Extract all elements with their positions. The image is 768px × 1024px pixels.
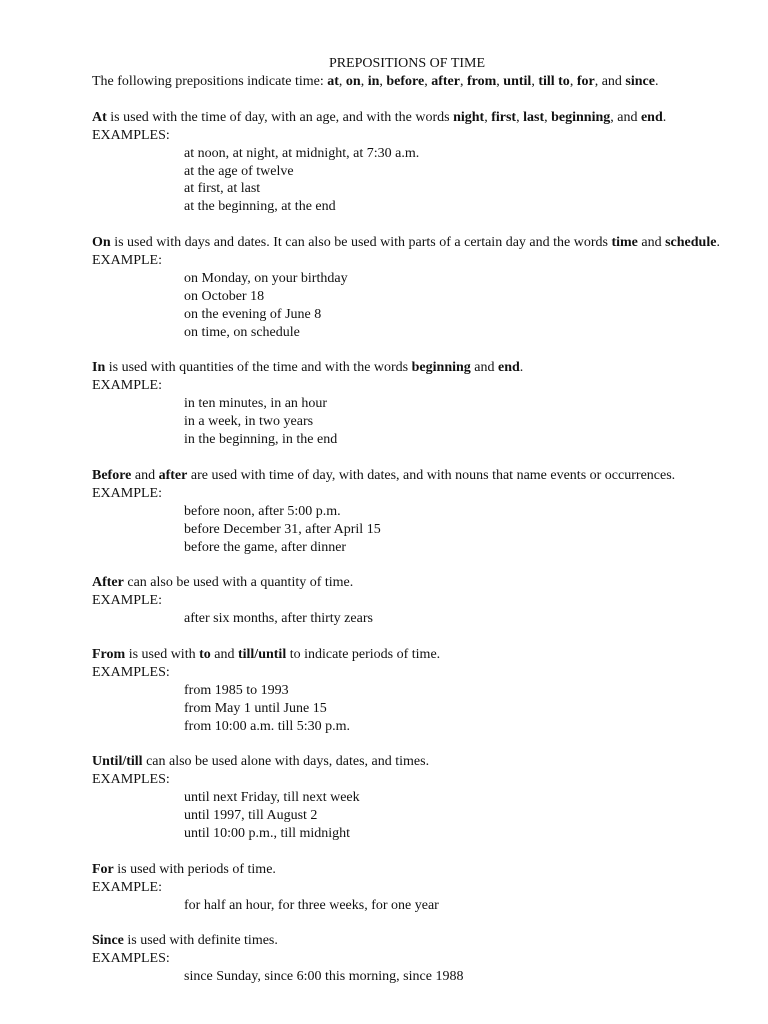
intro-lead: The following prepositions indicate time: bbox=[92, 74, 328, 89]
section-term: For bbox=[92, 861, 114, 877]
section-at-description: At is used with the time of day, with an age, and with the words night, first, last, beginning, and end. bbox=[92, 109, 667, 125]
examples-label: EXAMPLE: bbox=[92, 485, 162, 501]
examples-label: EXAMPLES: bbox=[92, 772, 170, 788]
example-line: after six months, after thirty zears bbox=[184, 611, 373, 627]
example-line: before the game, after dinner bbox=[184, 539, 347, 555]
example-line: at the age of twelve bbox=[184, 163, 294, 179]
example-line: until 10:00 p.m., till midnight bbox=[184, 825, 351, 841]
section-on-description: On is used with days and dates. It can also be used with parts of a certain day and the words time and schedule. bbox=[92, 235, 720, 251]
examples-label: EXAMPLE: bbox=[92, 593, 162, 609]
example-line: before noon, after 5:00 p.m. bbox=[184, 503, 341, 519]
example-line: in ten minutes, in an hour bbox=[184, 396, 328, 412]
section-term: After bbox=[92, 575, 124, 591]
example-line: since Sunday, since 6:00 this morning, since 1988 bbox=[184, 969, 464, 985]
example-line: at noon, at night, at midnight, at 7:30 a.m. bbox=[184, 145, 420, 161]
intro-word: at bbox=[327, 74, 339, 89]
example-line: in the beginning, in the end bbox=[184, 432, 338, 448]
examples-label: EXAMPLES: bbox=[92, 664, 170, 680]
example-line: at the beginning, at the end bbox=[184, 199, 336, 215]
section-from-description: From is used with to and till/until to indicate periods of time. bbox=[92, 646, 441, 662]
section-term: Before bbox=[92, 467, 132, 483]
example-line: from 1985 to 1993 bbox=[184, 682, 289, 698]
intro-word: from bbox=[467, 74, 497, 89]
example-line: until next Friday, till next week bbox=[184, 790, 360, 806]
page-title: PREPOSITIONS OF TIME bbox=[328, 56, 486, 71]
intro-word: till to bbox=[538, 74, 570, 89]
intro-word: until bbox=[503, 74, 532, 89]
section-term: Until/till bbox=[92, 754, 143, 770]
intro-word: for bbox=[576, 74, 595, 89]
section-since-description: Since is used with definite times. bbox=[92, 933, 278, 949]
example-line: until 1997, till August 2 bbox=[184, 808, 318, 824]
section-term: From bbox=[92, 646, 126, 662]
example-line: before December 31, after April 15 bbox=[184, 521, 381, 537]
section-after-description: After can also be used with a quantity of time. bbox=[92, 575, 354, 591]
intro-word: after bbox=[431, 74, 460, 89]
example-line: for half an hour, for three weeks, for one year bbox=[184, 897, 439, 913]
section-term: after bbox=[158, 467, 188, 483]
examples-label: EXAMPLE: bbox=[92, 378, 162, 394]
document-page bbox=[92, 55, 732, 986]
example-line: on time, on schedule bbox=[184, 324, 300, 340]
section-term: In bbox=[92, 360, 106, 376]
section-in-description: In is used with quantities of the time and with the words beginning and end. bbox=[92, 360, 524, 376]
section-for-description: For is used with periods of time. bbox=[92, 861, 276, 877]
example-line: on October 18 bbox=[184, 288, 265, 304]
example-line: on Monday, on your birthday bbox=[184, 270, 348, 286]
section-term: Since bbox=[92, 933, 124, 949]
examples-label: EXAMPLES: bbox=[92, 127, 170, 143]
examples-label: EXAMPLES: bbox=[92, 951, 170, 967]
examples-label: EXAMPLE: bbox=[92, 253, 162, 269]
section-before-after-description: Before and after are used with time of day, with dates, and with nouns that name events or occurrences. bbox=[92, 467, 676, 483]
example-line: in a week, in two years bbox=[184, 414, 314, 430]
intro-paragraph: The following prepositions indicate time: at, on, in, before, after, from, until, till to, for, and since. bbox=[92, 74, 659, 89]
section-until-description: Until/till can also be used alone with days, dates, and times. bbox=[92, 754, 430, 770]
example-line: from May 1 until June 15 bbox=[184, 700, 327, 716]
examples-label: EXAMPLE: bbox=[92, 879, 162, 895]
intro-word: before bbox=[386, 74, 425, 89]
section-term: On bbox=[92, 235, 111, 251]
example-line: from 10:00 a.m. till 5:30 p.m. bbox=[184, 718, 351, 734]
intro-word: on bbox=[345, 74, 361, 89]
example-line: on the evening of June 8 bbox=[184, 306, 322, 322]
intro-word: in bbox=[367, 74, 380, 89]
section-term: At bbox=[92, 109, 107, 125]
example-line: at first, at last bbox=[184, 181, 261, 197]
intro-word: since bbox=[625, 74, 655, 89]
